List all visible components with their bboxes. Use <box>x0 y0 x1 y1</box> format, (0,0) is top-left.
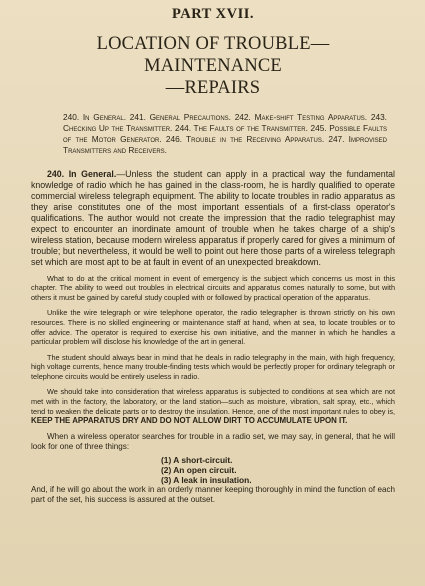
paragraph-7: And, if he will go about the work in an orderly manner keeping thoroughly in mind the function of each part of the set, his success is assured at the outset. <box>31 484 395 504</box>
paragraph-5-emphasis: KEEP THE APPARATUS DRY AND DO NOT ALLOW DIRT TO ACCUMULATE UPON IT. <box>31 416 348 426</box>
list-item: (2) An open circuit. <box>161 464 237 475</box>
list-item: (3) A leak in insulation. <box>161 474 252 485</box>
trouble-list <box>31 455 395 485</box>
paragraph-240 <box>31 169 395 267</box>
chapter-title-line-2: —REPAIRS <box>165 78 261 98</box>
chapter-synopsis: 240. In General. 241. General Precautions. 242. Make-shift Testing Apparatus. 243. Checking Up the Transmitter. 244. The Faults of the Transmitter. 245. Possible Faults of the Motor Generator. 246. Trouble in the Receiving Apparatus. 247. Improvised Transmitters and Receivers. <box>63 112 387 156</box>
list-item: (1) A short-circuit. <box>161 454 233 465</box>
paragraph-240-text: —Unless the student can apply in a practical way the fundamental knowledge of radio which he has gained in the class-room, he is hardly qualified to operate commercial wireless telegraph equipment. The ability to locate troubles in radio apparatus as they arise constitutes one of the most important essentials of a first-class operator's qualifications. The author would not create the impression that the radio telegraphist may expect to encounter an inordinate amount of trouble when he takes charge of a ship's wireless station, because modern wireless apparatus if properly cared for gives a minimum of trouble; but nevertheless, it would be well to point out here those parts of a wireless telegraph set which are most apt to be at fault in event of an unexpected breakdown. <box>31 169 395 267</box>
paragraph-5-text: We should take into consideration that wireless apparatus is subjected to conditions at sea which are not met with in the factory, the laboratory, or the land station—such as moisture, vibration, salt spray, etc., which tend to weaken the delicate parts or to destroy the insulation. Hence, one of the most important rules to obey is, <box>31 387 395 416</box>
paragraph-5 <box>31 387 395 425</box>
paragraph-4: The student should always bear in mind that he deals in radio telegraphy in the main, with high frequency, high voltage currents, hence many trouble-finding tests which would be perfectly proper for ordinary telegraph or telephone circuits would be entirely useless in radio. <box>31 352 395 381</box>
paragraph-3: Unlike the wire telegraph or wire telephone operator, the radio telegrapher is thrown strictly on his own resources. There is no skilled engineering or maintenance staff at hand, when at sea, to locate troubles or to offer advice. The operator is required to exercise his own initiative, and the manner in which he handles a particular problem will disclose his knowledge of the art in general. <box>31 308 395 347</box>
chapter-title-line-1: LOCATION OF TROUBLE—MAINTENANCE <box>96 34 330 76</box>
section-heading: 240. In General. <box>47 169 117 180</box>
paragraph-2: What to do at the critical moment in event of emergency is the subject which concerns us most in this chapter. The ability to weed out troubles in electrical circuits and apparatus comes naturally to some, but with others it must be gained by careful study coupled with or followed by practical operation of the apparatus. <box>31 273 395 302</box>
part-label: PART XVII. <box>171 6 255 22</box>
chapter-title <box>31 33 395 99</box>
paragraph-6: When a wireless operator searches for trouble in a radio set, we may say, in general, that he will look for one of three things: <box>31 431 395 451</box>
